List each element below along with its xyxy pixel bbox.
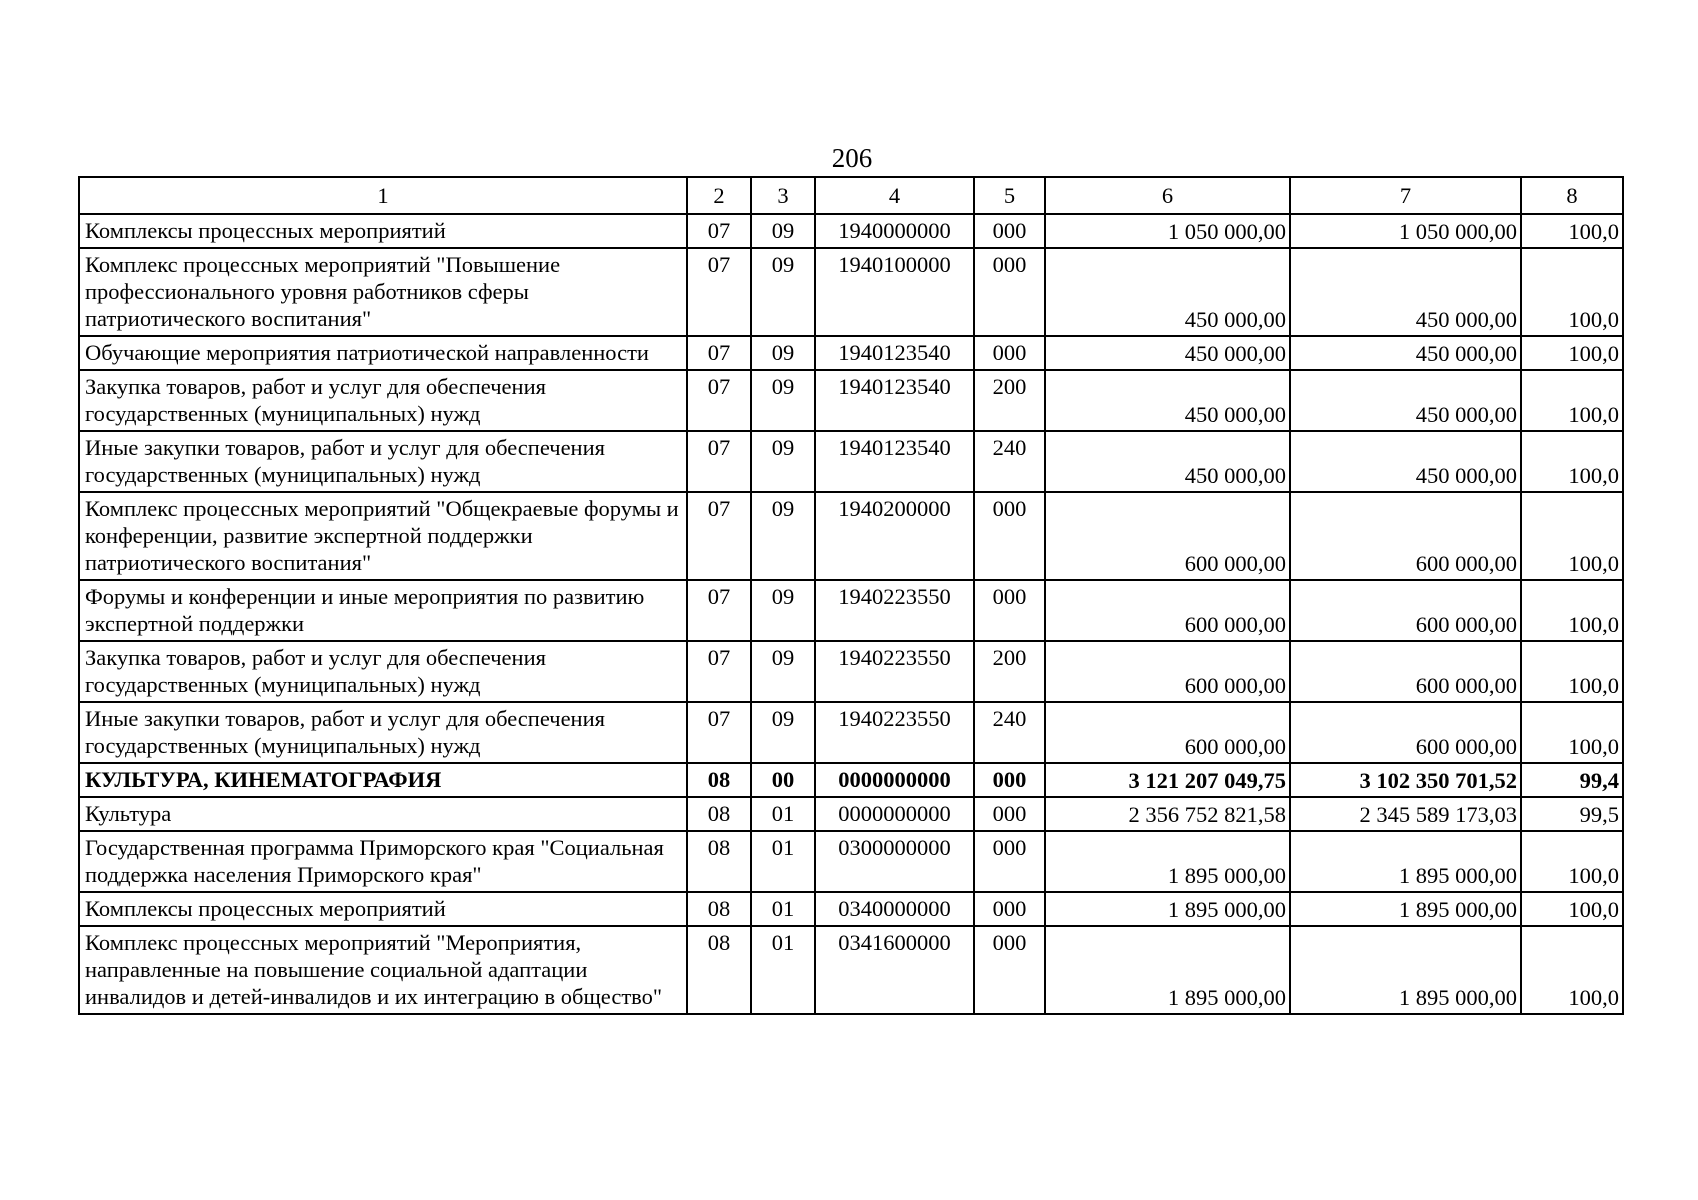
planned-amount-cell: 450 000,00: [1045, 370, 1290, 431]
target-article-cell: 0300000000: [815, 831, 974, 892]
executed-amount-cell: 600 000,00: [1290, 641, 1521, 702]
target-article-cell: 1940223550: [815, 702, 974, 763]
row-name-cell: Закупка товаров, работ и услуг для обеспечения государственных (муниципальных) нужд: [79, 641, 687, 702]
row-name-cell: Форумы и конференции и иные мероприятия по развитию экспертной поддержки: [79, 580, 687, 641]
expense-type-cell: 000: [974, 580, 1045, 641]
execution-percent-cell: 100,0: [1521, 214, 1623, 248]
executed-amount-cell: 2 345 589 173,03: [1290, 797, 1521, 831]
target-article-cell: 0340000000: [815, 892, 974, 926]
execution-percent-cell: 100,0: [1521, 702, 1623, 763]
target-article-cell: 0000000000: [815, 763, 974, 797]
subsection-code-cell: 01: [751, 892, 815, 926]
expense-type-cell: 000: [974, 831, 1045, 892]
section-code-cell: 08: [687, 892, 751, 926]
column-header: 4: [815, 177, 974, 214]
table-row: [79, 926, 1623, 1014]
executed-amount-cell: 450 000,00: [1290, 336, 1521, 370]
budget-table: [78, 176, 1624, 1015]
subsection-code-cell: 00: [751, 763, 815, 797]
row-name-cell: Комплексы процессных мероприятий: [79, 214, 687, 248]
planned-amount-cell: 450 000,00: [1045, 431, 1290, 492]
subsection-code-cell: 09: [751, 336, 815, 370]
expense-type-cell: 200: [974, 370, 1045, 431]
section-code-cell: 07: [687, 370, 751, 431]
target-article-cell: 1940123540: [815, 370, 974, 431]
subsection-code-cell: 09: [751, 370, 815, 431]
planned-amount-cell: 1 895 000,00: [1045, 831, 1290, 892]
subsection-code-cell: 01: [751, 831, 815, 892]
column-header: 8: [1521, 177, 1623, 214]
expense-type-cell: 240: [974, 702, 1045, 763]
section-code-cell: 08: [687, 831, 751, 892]
section-code-cell: 08: [687, 797, 751, 831]
expense-type-cell: 000: [974, 492, 1045, 580]
section-code-cell: 07: [687, 702, 751, 763]
section-code-cell: 07: [687, 336, 751, 370]
planned-amount-cell: 1 895 000,00: [1045, 892, 1290, 926]
planned-amount-cell: 450 000,00: [1045, 248, 1290, 336]
table-row: [79, 580, 1623, 641]
table-row: [79, 797, 1623, 831]
execution-percent-cell: 99,4: [1521, 763, 1623, 797]
row-name-cell: Иные закупки товаров, работ и услуг для обеспечения государственных (муниципальных) нужд: [79, 431, 687, 492]
row-name-cell: Закупка товаров, работ и услуг для обеспечения государственных (муниципальных) нужд: [79, 370, 687, 431]
expense-type-cell: 200: [974, 641, 1045, 702]
executed-amount-cell: 450 000,00: [1290, 431, 1521, 492]
row-name-cell: Комплекс процессных мероприятий "Мероприятия, направленные на повышение социальной адаптации инвалидов и детей-инвалидов и их интеграцию в общество": [79, 926, 687, 1014]
planned-amount-cell: 600 000,00: [1045, 641, 1290, 702]
subsection-code-cell: 09: [751, 248, 815, 336]
execution-percent-cell: 100,0: [1521, 370, 1623, 431]
expense-type-cell: 240: [974, 431, 1045, 492]
expense-type-cell: 000: [974, 926, 1045, 1014]
executed-amount-cell: 1 895 000,00: [1290, 892, 1521, 926]
section-code-cell: 08: [687, 763, 751, 797]
execution-percent-cell: 100,0: [1521, 431, 1623, 492]
planned-amount-cell: 600 000,00: [1045, 702, 1290, 763]
section-code-cell: 07: [687, 641, 751, 702]
target-article-cell: 0000000000: [815, 797, 974, 831]
planned-amount-cell: 1 895 000,00: [1045, 926, 1290, 1014]
planned-amount-cell: 2 356 752 821,58: [1045, 797, 1290, 831]
expense-type-cell: 000: [974, 248, 1045, 336]
execution-percent-cell: 100,0: [1521, 641, 1623, 702]
executed-amount-cell: 450 000,00: [1290, 370, 1521, 431]
table-row: [79, 492, 1623, 580]
subsection-code-cell: 09: [751, 492, 815, 580]
planned-amount-cell: 3 121 207 049,75: [1045, 763, 1290, 797]
execution-percent-cell: 100,0: [1521, 492, 1623, 580]
column-header: 1: [79, 177, 687, 214]
section-code-cell: 07: [687, 492, 751, 580]
expense-type-cell: 000: [974, 336, 1045, 370]
subsection-code-cell: 09: [751, 702, 815, 763]
subsection-code-cell: 01: [751, 926, 815, 1014]
executed-amount-cell: 450 000,00: [1290, 248, 1521, 336]
table-row: [79, 214, 1623, 248]
expense-type-cell: 000: [974, 892, 1045, 926]
table-row: [79, 763, 1623, 797]
row-name-cell: Обучающие мероприятия патриотической направленности: [79, 336, 687, 370]
table-header-row: [79, 177, 1623, 214]
row-name-cell: Иные закупки товаров, работ и услуг для обеспечения государственных (муниципальных) нужд: [79, 702, 687, 763]
execution-percent-cell: 100,0: [1521, 336, 1623, 370]
expense-type-cell: 000: [974, 214, 1045, 248]
row-name-cell: Комплекс процессных мероприятий "Повышение профессионального уровня работников сферы патриотического воспитания": [79, 248, 687, 336]
section-code-cell: 07: [687, 431, 751, 492]
planned-amount-cell: 600 000,00: [1045, 492, 1290, 580]
row-name-cell: Комплексы процессных мероприятий: [79, 892, 687, 926]
section-code-cell: 07: [687, 214, 751, 248]
target-article-cell: 1940123540: [815, 336, 974, 370]
planned-amount-cell: 450 000,00: [1045, 336, 1290, 370]
executed-amount-cell: 3 102 350 701,52: [1290, 763, 1521, 797]
column-header: 5: [974, 177, 1045, 214]
executed-amount-cell: 1 895 000,00: [1290, 831, 1521, 892]
table-row: [79, 702, 1623, 763]
expense-type-cell: 000: [974, 797, 1045, 831]
row-name-cell: Государственная программа Приморского края "Социальная поддержка населения Приморского края": [79, 831, 687, 892]
table-row: [79, 370, 1623, 431]
section-code-cell: 08: [687, 926, 751, 1014]
page-number: 206: [831, 143, 873, 173]
subsection-code-cell: 09: [751, 431, 815, 492]
table-row: [79, 431, 1623, 492]
execution-percent-cell: 100,0: [1521, 580, 1623, 641]
executed-amount-cell: 600 000,00: [1290, 580, 1521, 641]
table-body: [79, 214, 1623, 1014]
planned-amount-cell: 600 000,00: [1045, 580, 1290, 641]
execution-percent-cell: 99,5: [1521, 797, 1623, 831]
execution-percent-cell: 100,0: [1521, 892, 1623, 926]
executed-amount-cell: 600 000,00: [1290, 492, 1521, 580]
column-header: 6: [1045, 177, 1290, 214]
row-name-cell: Культура: [79, 797, 687, 831]
table-row: [79, 831, 1623, 892]
column-header: 7: [1290, 177, 1521, 214]
executed-amount-cell: 1 050 000,00: [1290, 214, 1521, 248]
section-code-cell: 07: [687, 248, 751, 336]
column-header: 2: [687, 177, 751, 214]
target-article-cell: 1940223550: [815, 641, 974, 702]
table-row: [79, 892, 1623, 926]
subsection-code-cell: 09: [751, 580, 815, 641]
column-header: 3: [751, 177, 815, 214]
executed-amount-cell: 600 000,00: [1290, 702, 1521, 763]
expense-type-cell: 000: [974, 763, 1045, 797]
target-article-cell: 0341600000: [815, 926, 974, 1014]
row-name-cell: КУЛЬТУРА, КИНЕМАТОГРАФИЯ: [79, 763, 687, 797]
executed-amount-cell: 1 895 000,00: [1290, 926, 1521, 1014]
table-row: [79, 248, 1623, 336]
subsection-code-cell: 09: [751, 641, 815, 702]
execution-percent-cell: 100,0: [1521, 248, 1623, 336]
target-article-cell: 1940200000: [815, 492, 974, 580]
target-article-cell: 1940100000: [815, 248, 974, 336]
section-code-cell: 07: [687, 580, 751, 641]
table-row: [79, 336, 1623, 370]
execution-percent-cell: 100,0: [1521, 926, 1623, 1014]
planned-amount-cell: 1 050 000,00: [1045, 214, 1290, 248]
row-name-cell: Комплекс процессных мероприятий "Общекраевые форумы и конференции, развитие экспертной поддержки патриотического воспитания": [79, 492, 687, 580]
table-row: [79, 641, 1623, 702]
target-article-cell: 1940223550: [815, 580, 974, 641]
subsection-code-cell: 01: [751, 797, 815, 831]
execution-percent-cell: 100,0: [1521, 831, 1623, 892]
target-article-cell: 1940000000: [815, 214, 974, 248]
target-article-cell: 1940123540: [815, 431, 974, 492]
subsection-code-cell: 09: [751, 214, 815, 248]
